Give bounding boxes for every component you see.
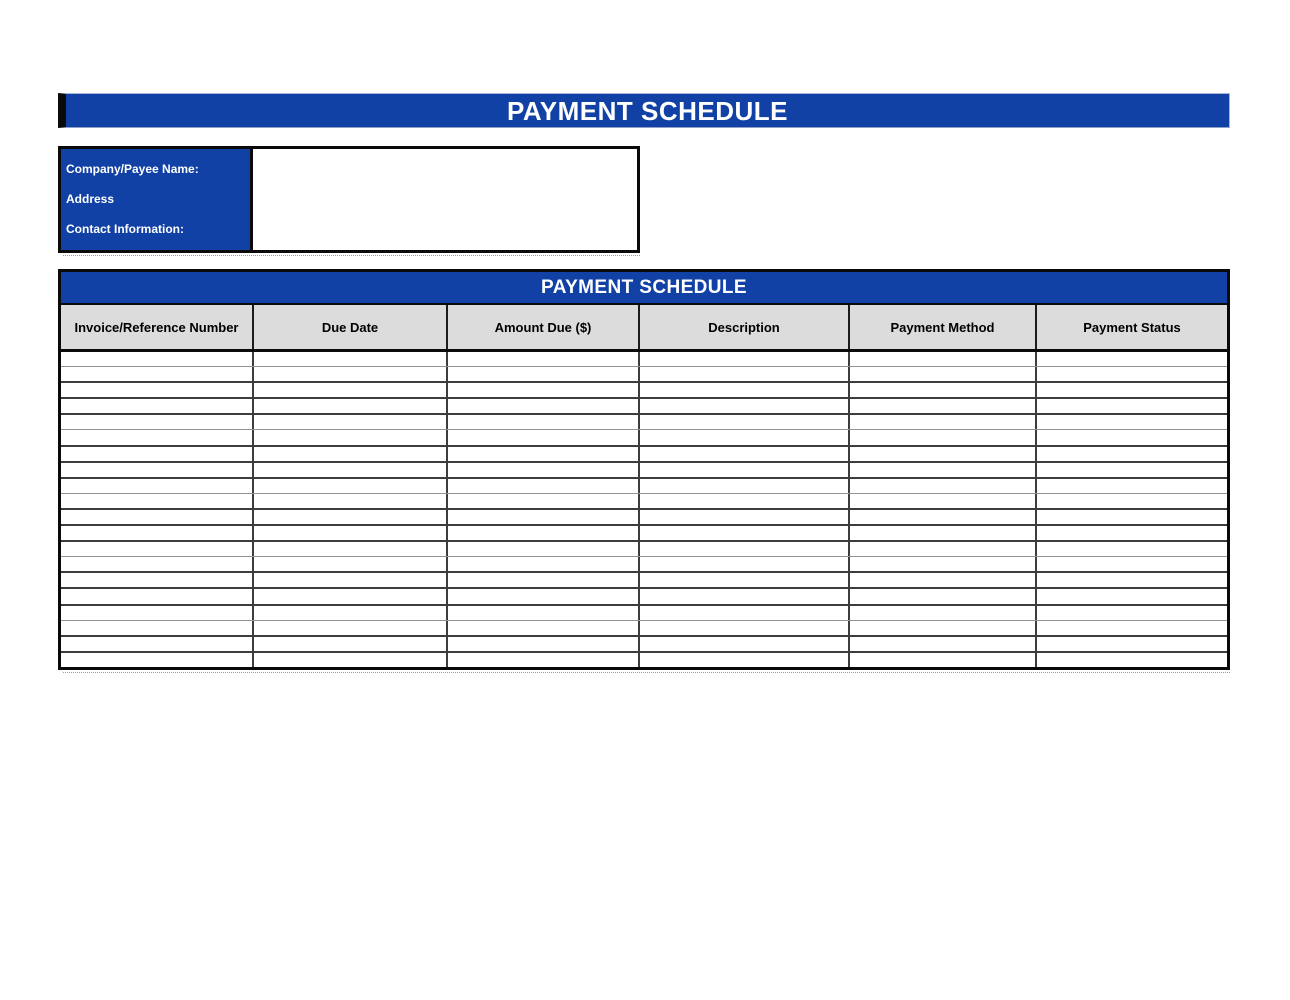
table-cell[interactable]	[446, 557, 638, 571]
table-row	[61, 367, 1227, 383]
table-cell[interactable]	[446, 479, 638, 493]
table-cell[interactable]	[1035, 573, 1227, 587]
table-cell[interactable]	[848, 621, 1035, 635]
table-cell[interactable]	[446, 637, 638, 651]
table-cell[interactable]	[61, 557, 252, 571]
column-header-row	[61, 305, 1227, 352]
table-cell[interactable]	[848, 415, 1035, 429]
table-cell[interactable]	[1035, 510, 1227, 524]
table-row	[61, 399, 1227, 415]
table-cell[interactable]	[1035, 367, 1227, 381]
table-cell[interactable]	[848, 526, 1035, 540]
table-cell[interactable]	[1035, 557, 1227, 571]
table-cell[interactable]	[446, 589, 638, 603]
table-row	[61, 653, 1227, 667]
table-cell[interactable]	[638, 415, 848, 429]
table-row	[61, 494, 1227, 510]
table-cell[interactable]	[252, 606, 446, 620]
table-cell[interactable]	[252, 494, 446, 508]
table-cell[interactable]	[848, 637, 1035, 651]
table-cell[interactable]	[252, 383, 446, 397]
table-cell[interactable]	[252, 352, 446, 366]
table-cell[interactable]	[61, 447, 252, 461]
table-cell[interactable]	[1035, 653, 1227, 667]
table-cell[interactable]	[61, 494, 252, 508]
table-row	[61, 573, 1227, 589]
table-cell[interactable]	[848, 352, 1035, 366]
table-cell[interactable]	[848, 542, 1035, 556]
table-row	[61, 447, 1227, 463]
table-cell[interactable]	[638, 447, 848, 461]
column-header-payment-status: Payment Status	[1035, 305, 1227, 349]
table-cell[interactable]	[252, 447, 446, 461]
table-cell[interactable]	[1035, 606, 1227, 620]
table-cell[interactable]	[446, 526, 638, 540]
table-cell[interactable]	[1035, 621, 1227, 635]
table-cell[interactable]	[1035, 383, 1227, 397]
column-header-amount-due: Amount Due ($)	[446, 305, 638, 349]
table-cell[interactable]	[61, 542, 252, 556]
table-row	[61, 542, 1227, 557]
table-cell[interactable]	[446, 352, 638, 366]
table-cell[interactable]	[1035, 589, 1227, 603]
table-row	[61, 463, 1227, 479]
table-cell[interactable]	[61, 573, 252, 587]
table-row	[61, 510, 1227, 526]
table-cell[interactable]	[638, 510, 848, 524]
table-cell[interactable]	[446, 430, 638, 444]
table-cell[interactable]	[1035, 415, 1227, 429]
table-cell[interactable]	[1035, 494, 1227, 508]
company-info-box	[58, 146, 640, 253]
table-cell[interactable]	[638, 383, 848, 397]
table-cell[interactable]	[446, 542, 638, 556]
column-header-description: Description	[638, 305, 848, 349]
table-row	[61, 430, 1227, 446]
table-cell[interactable]	[1035, 399, 1227, 413]
payment-schedule-table	[58, 269, 1230, 670]
table-cell[interactable]	[638, 526, 848, 540]
table-cell[interactable]	[848, 383, 1035, 397]
page-title-bar	[58, 93, 1230, 128]
page-title: PAYMENT SCHEDULE	[506, 95, 789, 126]
table-cell[interactable]	[61, 589, 252, 603]
table-cell[interactable]	[848, 573, 1035, 587]
table-body	[61, 352, 1227, 667]
table-cell[interactable]	[638, 367, 848, 381]
table-cell[interactable]	[446, 606, 638, 620]
table-cell[interactable]	[252, 557, 446, 571]
table-cell[interactable]	[446, 383, 638, 397]
table-cell[interactable]	[446, 494, 638, 508]
table-cell[interactable]	[252, 589, 446, 603]
table-cell[interactable]	[252, 526, 446, 540]
table-cell[interactable]	[638, 494, 848, 508]
table-cell[interactable]	[252, 430, 446, 444]
table-cell[interactable]	[1035, 352, 1227, 366]
table-cell[interactable]	[61, 399, 252, 413]
table-row	[61, 383, 1227, 399]
table-cell[interactable]	[1035, 430, 1227, 444]
table-cell[interactable]	[638, 352, 848, 366]
table-cell[interactable]	[61, 463, 252, 477]
table-cell[interactable]	[61, 352, 252, 366]
table-cell[interactable]	[61, 526, 252, 540]
table-cell[interactable]	[252, 415, 446, 429]
table-cell[interactable]	[446, 621, 638, 635]
table-cell[interactable]	[848, 653, 1035, 667]
table-row	[61, 526, 1227, 542]
table-cell[interactable]	[848, 463, 1035, 477]
table-cell[interactable]	[446, 447, 638, 461]
table-cell[interactable]	[638, 430, 848, 444]
table-cell[interactable]	[252, 573, 446, 587]
table-cell[interactable]	[638, 479, 848, 493]
table-row	[61, 479, 1227, 494]
company-value-field[interactable]	[253, 149, 637, 250]
table-cell[interactable]	[848, 399, 1035, 413]
table-cell[interactable]	[638, 621, 848, 635]
table-cell[interactable]	[638, 589, 848, 603]
company-payee-name-label: Company/Payee Name:	[66, 162, 199, 177]
table-cell[interactable]	[252, 463, 446, 477]
column-header-due-date: Due Date	[252, 305, 446, 349]
table-cell[interactable]	[638, 557, 848, 571]
table-cell[interactable]	[848, 606, 1035, 620]
table-row	[61, 589, 1227, 605]
table-cell[interactable]	[638, 606, 848, 620]
table-cell[interactable]	[252, 510, 446, 524]
table-cell[interactable]	[848, 510, 1035, 524]
table-cell[interactable]	[61, 367, 252, 381]
table-cell[interactable]	[638, 542, 848, 556]
table-cell[interactable]	[1035, 479, 1227, 493]
table-cell[interactable]	[252, 399, 446, 413]
table-cell[interactable]	[848, 557, 1035, 571]
table-cell[interactable]	[848, 367, 1035, 381]
table-cell[interactable]	[638, 637, 848, 651]
table-cell[interactable]	[61, 479, 252, 493]
table-cell[interactable]	[1035, 463, 1227, 477]
table-cell[interactable]	[638, 573, 848, 587]
table-cell[interactable]	[252, 479, 446, 493]
table-cell[interactable]	[446, 415, 638, 429]
table-cell[interactable]	[446, 573, 638, 587]
column-header-invoice-reference-number: Invoice/Reference Number	[74, 319, 239, 335]
table-cell[interactable]	[61, 510, 252, 524]
company-labels-cell	[61, 149, 253, 250]
table-cell[interactable]	[446, 653, 638, 667]
table-row	[61, 606, 1227, 621]
table-cell[interactable]	[446, 463, 638, 477]
address-label: Address	[66, 191, 115, 206]
table-cell[interactable]	[61, 621, 252, 635]
table-cell[interactable]	[848, 430, 1035, 444]
table-cell[interactable]	[61, 653, 252, 667]
table-cell[interactable]	[1035, 447, 1227, 461]
table-row	[61, 352, 1227, 367]
table-cell[interactable]	[446, 367, 638, 381]
table-cell[interactable]	[848, 589, 1035, 603]
table-cell[interactable]	[848, 447, 1035, 461]
table-cell[interactable]	[61, 415, 252, 429]
table-title-bar	[61, 272, 1227, 305]
table-cell[interactable]	[61, 383, 252, 397]
table-cell[interactable]	[252, 367, 446, 381]
table-cell[interactable]	[638, 399, 848, 413]
column-header-payment-method: Payment Method	[848, 305, 1035, 349]
table-title: PAYMENT SCHEDULE	[541, 277, 747, 298]
table-cell[interactable]	[252, 542, 446, 556]
table-cell[interactable]	[446, 399, 638, 413]
table-cell[interactable]	[1035, 526, 1227, 540]
table-cell[interactable]	[252, 621, 446, 635]
table-cell[interactable]	[446, 510, 638, 524]
table-cell[interactable]	[638, 463, 848, 477]
table-cell[interactable]	[61, 637, 252, 651]
table-cell[interactable]	[252, 653, 446, 667]
table-cell[interactable]	[61, 430, 252, 444]
table-cell[interactable]	[252, 637, 446, 651]
table-row	[61, 621, 1227, 637]
table-row	[61, 415, 1227, 430]
table-cell[interactable]	[61, 606, 252, 620]
table-cell[interactable]	[1035, 637, 1227, 651]
table-cell[interactable]	[848, 479, 1035, 493]
table-cell[interactable]	[848, 494, 1035, 508]
table-cell[interactable]	[1035, 542, 1227, 556]
contact-information-label: Contact Information:	[66, 221, 184, 236]
table-row	[61, 557, 1227, 573]
table-cell[interactable]	[638, 653, 848, 667]
table-row	[61, 637, 1227, 653]
